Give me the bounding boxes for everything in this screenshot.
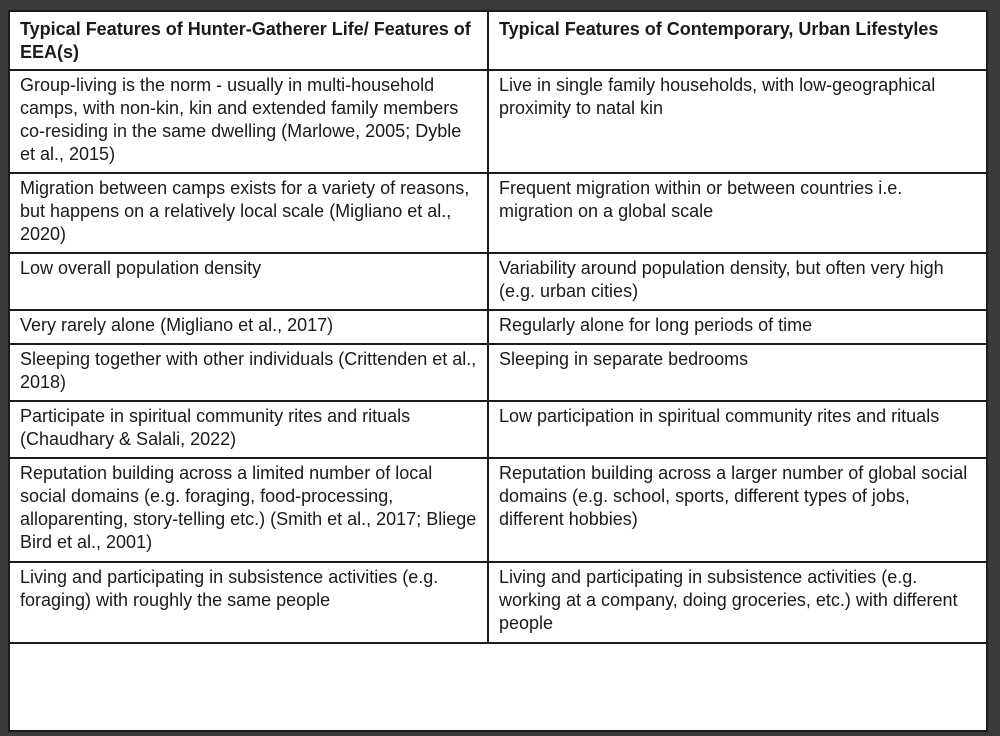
- header-contemporary: Typical Features of Contemporary, Urban Lifestyles: [488, 12, 986, 70]
- table-row: [10, 401, 986, 458]
- table-row: [10, 70, 986, 173]
- cell-hunter-gatherer: Sleeping together with other individuals (Crittenden et al., 2018): [10, 344, 488, 401]
- comparison-table-container: [8, 10, 988, 732]
- table-row: [10, 253, 986, 310]
- table-row: [10, 344, 986, 401]
- table-row: [10, 310, 986, 344]
- table-row: [10, 173, 986, 253]
- header-hunter-gatherer: Typical Features of Hunter-Gatherer Life/ Features of EEA(s): [10, 12, 488, 70]
- cell-hunter-gatherer: Migration between camps exists for a variety of reasons, but happens on a relatively local scale (Migliano et al., 2020): [10, 173, 488, 253]
- cell-hunter-gatherer: Participate in spiritual community rites and rituals (Chaudhary & Salali, 2022): [10, 401, 488, 458]
- cell-contemporary: Regularly alone for long periods of time: [488, 310, 986, 344]
- cell-contemporary: Frequent migration within or between countries i.e. migration on a global scale: [488, 173, 986, 253]
- table-header-row: [10, 12, 986, 70]
- cell-contemporary: Variability around population density, but often very high (e.g. urban cities): [488, 253, 986, 310]
- table-row: [10, 458, 986, 562]
- cell-hunter-gatherer: Reputation building across a limited number of local social domains (e.g. foraging, food-processing, alloparenting, story-telling etc.) (Smith et al., 2017; Bliege Bird et al., 2001): [10, 458, 488, 562]
- cell-contemporary: Low participation in spiritual community rites and rituals: [488, 401, 986, 458]
- cell-hunter-gatherer: Living and participating in subsistence activities (e.g. foraging) with roughly the same people: [10, 562, 488, 643]
- cell-contemporary: Sleeping in separate bedrooms: [488, 344, 986, 401]
- comparison-table: [10, 12, 986, 644]
- cell-hunter-gatherer: Group-living is the norm - usually in multi-household camps, with non-kin, kin and extended family members co-residing in the same dwelling (Marlowe, 2005; Dyble et al., 2015): [10, 70, 488, 173]
- cell-contemporary: Live in single family households, with low-geographical proximity to natal kin: [488, 70, 986, 173]
- cell-hunter-gatherer: Very rarely alone (Migliano et al., 2017): [10, 310, 488, 344]
- cell-contemporary: Living and participating in subsistence activities (e.g. working at a company, doing groceries, etc.) with different people: [488, 562, 986, 643]
- cell-contemporary: Reputation building across a larger number of global social domains (e.g. school, sports, different types of jobs, different hobbies): [488, 458, 986, 562]
- cell-hunter-gatherer: Low overall population density: [10, 253, 488, 310]
- table-row: [10, 562, 986, 643]
